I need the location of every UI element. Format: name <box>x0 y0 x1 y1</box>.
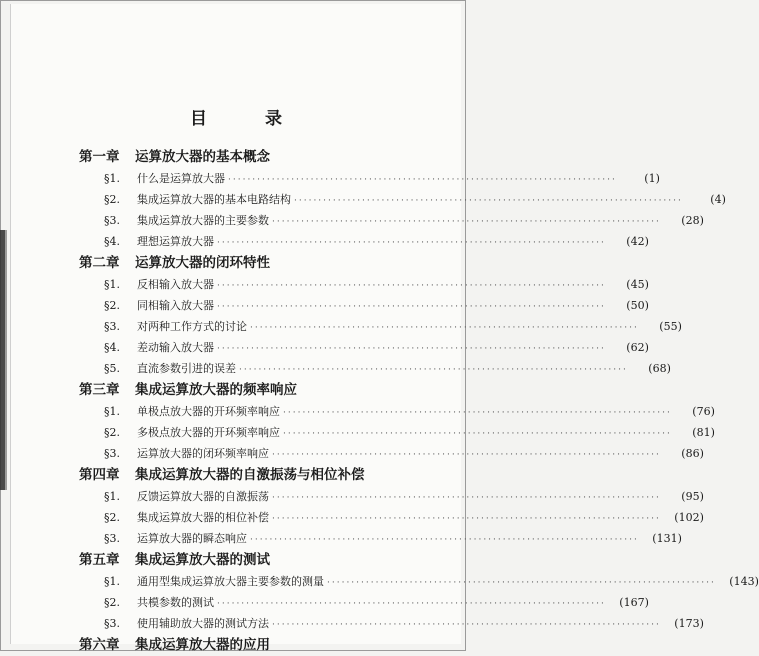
section-title: 集成运算放大器的相位补偿 <box>137 511 269 524</box>
section-title: 运算放大器的闭环频率响应 <box>137 447 269 460</box>
chapter-title: 集成运算放大器的测试 <box>135 552 270 568</box>
toc-section[interactable] <box>79 401 715 422</box>
section-number: §3. <box>104 617 120 630</box>
toc-section[interactable] <box>79 274 649 295</box>
toc-title: 目 录 <box>190 109 308 129</box>
section-page-number: (1) <box>644 172 660 185</box>
toc-section[interactable] <box>79 316 682 337</box>
section-page-number: (55) <box>659 320 682 333</box>
chapter-number: 第六章 <box>79 637 120 653</box>
dot-leader: ················································································ <box>283 408 672 418</box>
toc-section[interactable] <box>79 231 649 252</box>
section-title: 同相输入放大器 <box>137 299 214 312</box>
section-number: §1. <box>104 172 120 185</box>
section-title: 集成运算放大器的基本电路结构 <box>137 193 291 206</box>
toc-chapter[interactable] <box>79 379 423 401</box>
section-title: 对两种工作方式的讨论 <box>137 320 247 333</box>
section-number: §2. <box>104 596 120 609</box>
toc-section[interactable] <box>79 486 704 507</box>
section-number: §4. <box>104 235 120 248</box>
section-page-number: (173) <box>674 617 704 630</box>
section-page-number: (81) <box>692 426 715 439</box>
toc-section[interactable] <box>79 528 682 549</box>
dot-leader: ················································································ <box>327 578 716 588</box>
section-page-number: (167) <box>619 596 649 609</box>
dot-leader: ················································································ <box>283 429 672 439</box>
section-number: §1. <box>104 278 120 291</box>
section-page-number: (50) <box>626 299 649 312</box>
section-number: §3. <box>104 214 120 227</box>
section-title: 理想运算放大器 <box>137 235 214 248</box>
dot-leader: ················································································ <box>217 281 606 291</box>
chapter-title: 运算放大器的基本概念 <box>135 149 270 165</box>
section-title: 反相输入放大器 <box>137 278 214 291</box>
section-title: 差动输入放大器 <box>137 341 214 354</box>
toc-chapter[interactable] <box>79 634 423 656</box>
section-title: 共模参数的测试 <box>137 596 214 609</box>
toc-chapter[interactable] <box>79 252 423 274</box>
section-page-number: (131) <box>652 532 682 545</box>
section-title: 集成运算放大器的主要参数 <box>137 214 269 227</box>
toc-section[interactable] <box>79 422 715 443</box>
chapter-number: 第五章 <box>79 552 120 568</box>
dot-leader: ················································································ <box>294 196 683 206</box>
dot-leader: ················································································ <box>272 493 661 503</box>
section-title: 直流参数引进的误差 <box>137 362 236 375</box>
section-page-number: (62) <box>626 341 649 354</box>
chapter-number: 第二章 <box>79 255 120 271</box>
dot-leader: ················································································ <box>228 175 617 185</box>
dot-leader: ················································································ <box>250 323 639 333</box>
dot-leader: ················································································ <box>217 344 606 354</box>
section-page-number: (4) <box>710 193 726 206</box>
dot-leader: ················································································ <box>217 302 606 312</box>
section-title: 通用型集成运算放大器主要参数的测量 <box>137 575 324 588</box>
chapter-title: 集成运算放大器的频率响应 <box>135 382 297 398</box>
toc-section[interactable] <box>79 295 649 316</box>
chapter-number: 第四章 <box>79 467 120 483</box>
section-number: §2. <box>104 193 120 206</box>
dot-leader: ················································································ <box>272 217 661 227</box>
toc-section[interactable] <box>79 592 649 613</box>
section-page-number: (143) <box>729 575 759 588</box>
section-number: §2. <box>104 426 120 439</box>
section-page-number: (76) <box>692 405 715 418</box>
toc-chapter[interactable] <box>79 549 423 571</box>
section-page-number: (28) <box>681 214 704 227</box>
section-title: 多极点放大器的开环频率响应 <box>137 426 280 439</box>
chapter-title: 集成运算放大器的应用 <box>135 637 270 653</box>
section-number: §3. <box>104 532 120 545</box>
section-number: §5. <box>104 362 120 375</box>
section-number: §3. <box>104 320 120 333</box>
dot-leader: ················································································ <box>250 535 639 545</box>
section-number: §1. <box>104 490 120 503</box>
section-page-number: (45) <box>626 278 649 291</box>
section-page-number: (102) <box>674 511 704 524</box>
section-title: 反馈运算放大器的自激振荡 <box>137 490 269 503</box>
section-page-number: (68) <box>648 362 671 375</box>
toc-section[interactable] <box>79 337 649 358</box>
document-page <box>10 4 759 653</box>
dot-leader: ················································································ <box>217 238 606 248</box>
section-title: 单极点放大器的开环频率响应 <box>137 405 280 418</box>
toc-section[interactable] <box>79 571 759 592</box>
section-title: 什么是运算放大器 <box>137 172 225 185</box>
dot-leader: ················································································ <box>272 450 661 460</box>
scan-binding-edge <box>0 230 10 490</box>
toc-section[interactable] <box>79 210 704 231</box>
section-number: §1. <box>104 575 120 588</box>
dot-leader: ················································································ <box>217 599 606 609</box>
section-number: §2. <box>104 299 120 312</box>
toc-section[interactable] <box>79 443 704 464</box>
chapter-number: 第三章 <box>79 382 120 398</box>
section-page-number: (95) <box>681 490 704 503</box>
section-number: §4. <box>104 341 120 354</box>
toc-section[interactable] <box>79 507 704 528</box>
dot-leader: ················································································ <box>239 365 628 375</box>
section-number: §3. <box>104 447 120 460</box>
chapter-title: 运算放大器的闭环特性 <box>135 255 270 271</box>
dot-leader: ················································································ <box>272 620 661 630</box>
chapter-title: 集成运算放大器的自激振荡与相位补偿 <box>135 467 365 483</box>
toc-section[interactable] <box>79 168 660 189</box>
toc-section[interactable] <box>79 189 726 210</box>
section-page-number: (86) <box>681 447 704 460</box>
section-number: §2. <box>104 511 120 524</box>
toc-section[interactable] <box>79 613 704 634</box>
section-title: 使用辅助放大器的测试方法 <box>137 617 269 630</box>
chapter-number: 第一章 <box>79 149 120 165</box>
dot-leader: ················································································ <box>272 514 661 524</box>
section-title: 运算放大器的瞬态响应 <box>137 532 247 545</box>
table-of-contents <box>79 146 759 656</box>
section-number: §1. <box>104 405 120 418</box>
toc-chapter[interactable] <box>79 464 423 486</box>
section-page-number: (42) <box>626 235 649 248</box>
toc-section[interactable] <box>79 358 671 379</box>
toc-chapter[interactable] <box>79 146 423 168</box>
